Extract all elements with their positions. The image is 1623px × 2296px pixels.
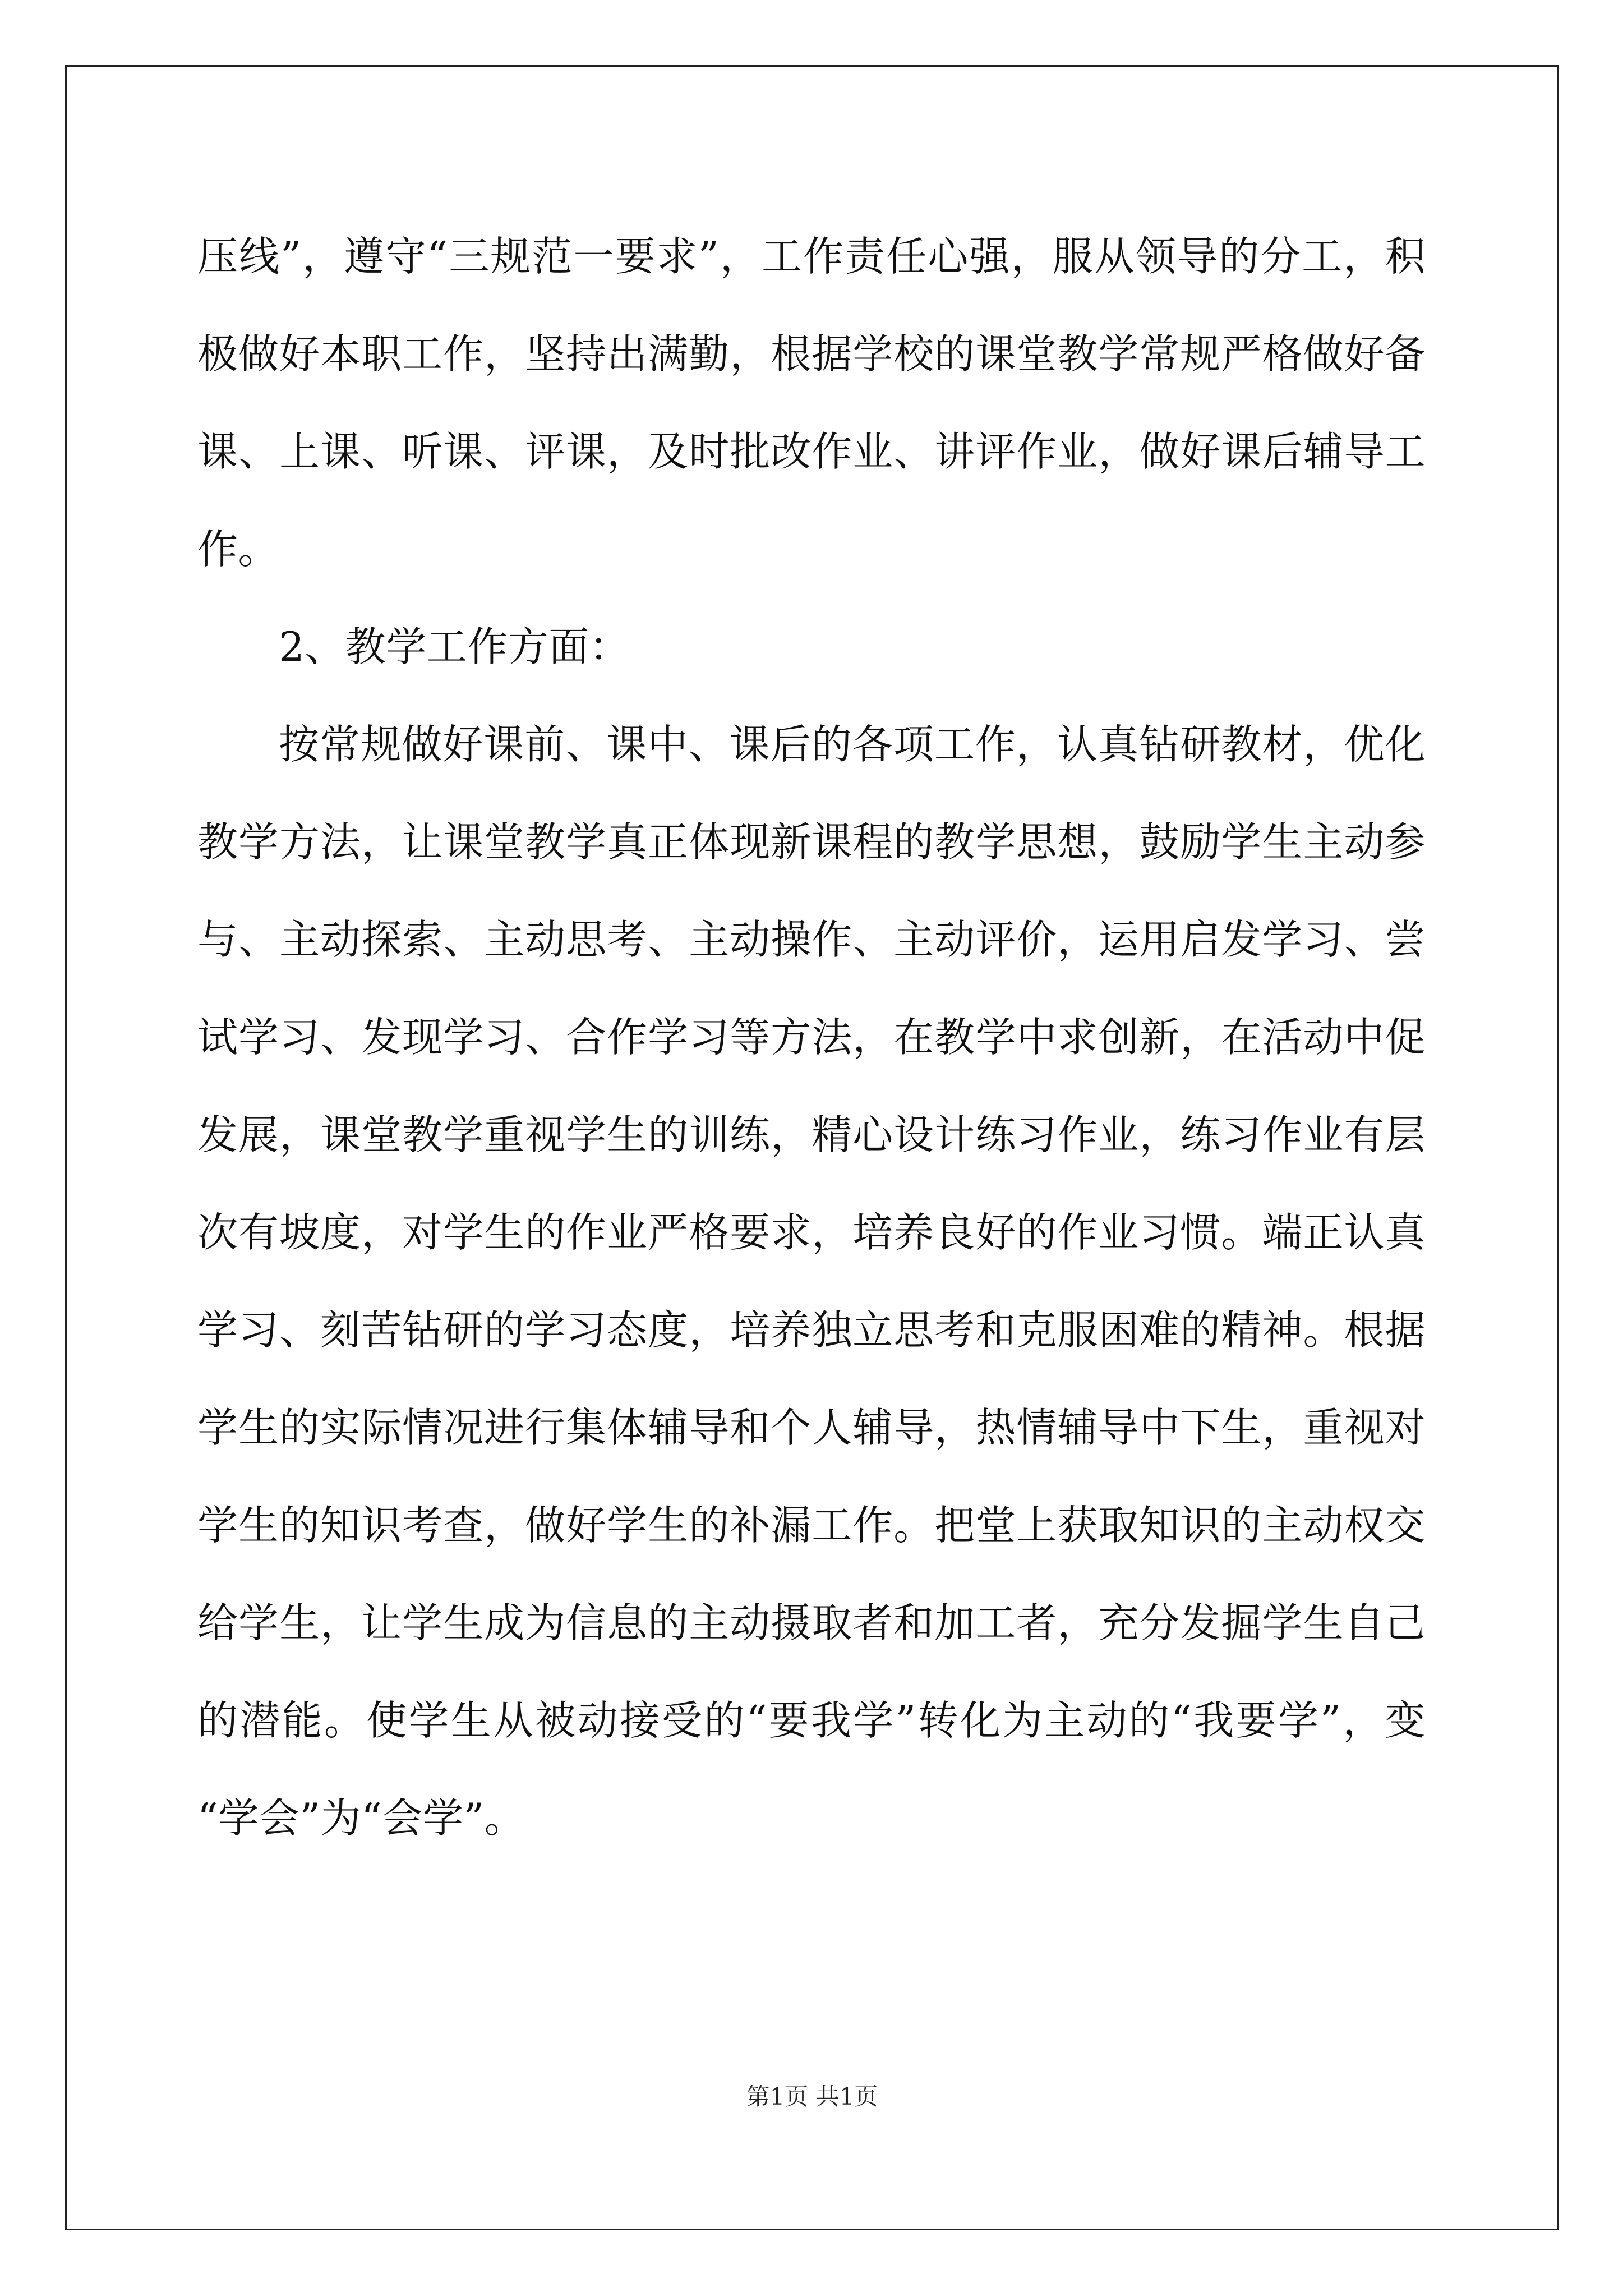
body-line: 极做好本职工作，坚持出满勤，根据学校的课堂教学常规严格做好备 bbox=[197, 330, 1426, 378]
body-line: 学生的实际情况进行集体辅导和个人辅导，热情辅导中下生，重视对 bbox=[197, 1404, 1426, 1451]
body-line: 学生的知识考查，做好学生的补漏工作。把堂上获取知识的主动权交 bbox=[197, 1502, 1426, 1549]
body-line: 课、上课、听课、评课，及时批改作业、讲评作业，做好课后辅导工 bbox=[197, 428, 1426, 475]
body-line: “学会”为“会学”。 bbox=[197, 1795, 525, 1842]
page-footer: 第1页 共1页 bbox=[746, 2083, 878, 2110]
body-line: 给学生，让学生成为信息的主动摄取者和加工者，充分发掘学生自己 bbox=[197, 1599, 1426, 1646]
body-line: 次有坡度，对学生的作业严格要求，培养良好的作业习惯。端正认真 bbox=[197, 1209, 1426, 1256]
body-line: 与、主动探索、主动思考、主动操作、主动评价，运用启发学习、尝 bbox=[197, 916, 1426, 963]
document-body bbox=[197, 208, 1426, 1867]
body-line: 的潜能。使学生从被动接受的“要我学”转化为主动的“我要学”，变 bbox=[197, 1697, 1426, 1744]
body-line: 学习、刻苦钻研的学习态度，培养独立思考和克服困难的精神。根据 bbox=[197, 1306, 1426, 1354]
body-line: 发展，课堂教学重视学生的训练，精心设计练习作业，练习作业有层 bbox=[197, 1111, 1426, 1158]
body-line: 按常规做好课前、课中、课后的各项工作，认真钻研教材，优化 bbox=[279, 721, 1426, 768]
body-line: 试学习、发现学习、合作学习等方法，在教学中求创新，在活动中促 bbox=[197, 1014, 1426, 1061]
body-line: 教学方法，让课堂教学真正体现新课程的教学思想，鼓励学生主动参 bbox=[197, 818, 1426, 866]
body-line: 作。 bbox=[197, 526, 279, 573]
section-heading: 2、教学工作方面： bbox=[279, 623, 630, 670]
body-line: 压线”，遵守“三规范一要求”，工作责任心强，服从领导的分工，积 bbox=[197, 233, 1426, 280]
